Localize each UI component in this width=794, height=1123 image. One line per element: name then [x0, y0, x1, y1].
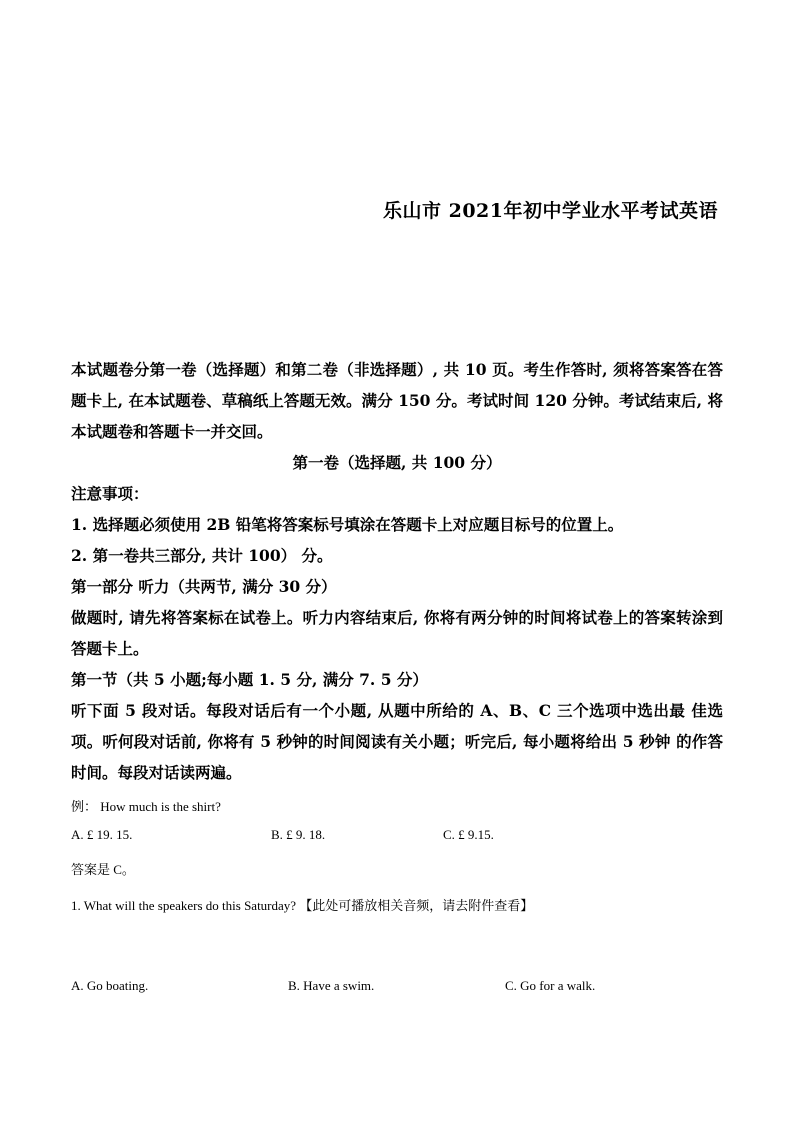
section-heading-listening: 第一部分 听力（共两节, 满分 30 分）	[71, 577, 337, 596]
example-option-c: C. £ 9.15.	[443, 827, 494, 842]
example-answer: 答案是 C。	[71, 862, 135, 877]
example-question: 例： How much is the shirt?	[71, 799, 221, 814]
intro-paragraph: 本试题卷分第一卷（选择题）和第二卷（非选择题）, 共 10 页。考生作答时, 须将答案答在答题卡上, 在本试题卷、草稿纸上答题无效。满分 150 分。考试时间 120 分钟。考试结束后, 将本试题卷和答题卡一并交回。	[71, 360, 723, 441]
subsection-heading: 第一节（共 5 小题;每小题 1. 5 分, 满分 7. 5 分）	[71, 670, 428, 689]
part1-heading: 第一卷（选择题, 共 100 分）	[292, 453, 502, 472]
question-1-option-a: A. Go boating.	[71, 978, 149, 993]
document-title: 乐山市 2021年初中学业水平考试英语	[383, 200, 718, 222]
example-option-a: A. £ 19. 15.	[71, 827, 133, 842]
question-1-option-b: B. Have a swim.	[288, 978, 375, 993]
exam-instructions	[71, 354, 723, 788]
question-1-option-c: C. Go for a walk.	[505, 978, 596, 993]
note-item-2: 2. 第一卷共三部分, 共计 100） 分。	[71, 546, 333, 565]
question-1: 1. What will the speakers do this Saturday? 【此处可播放相关音频，请去附件查看】	[71, 898, 534, 913]
example-option-b: B. £ 9. 18.	[271, 827, 326, 842]
subsection-instructions: 听下面 5 段对话。每段对话后有一个小题, 从题中所给的 A、B、C 三个选项中选出最 佳选项。听何段对话前, 你将有 5 秒钟的时间阅读有关小题；听完后, 每小题将给出 5 秒钟 的作答时间。每段对话读两遍。	[71, 701, 723, 782]
section-instructions: 做题时, 请先将答案标在试卷上。听力内容结束后, 你将有两分钟的时间将试卷上的答案转涂到答题卡上。	[71, 608, 723, 658]
note-item-1: 1. 选择题必须使用 2B 铅笔将答案标号填涂在答题卡上对应题目标号的位置上。	[71, 515, 624, 534]
notes-heading: 注意事项：	[71, 484, 149, 503]
